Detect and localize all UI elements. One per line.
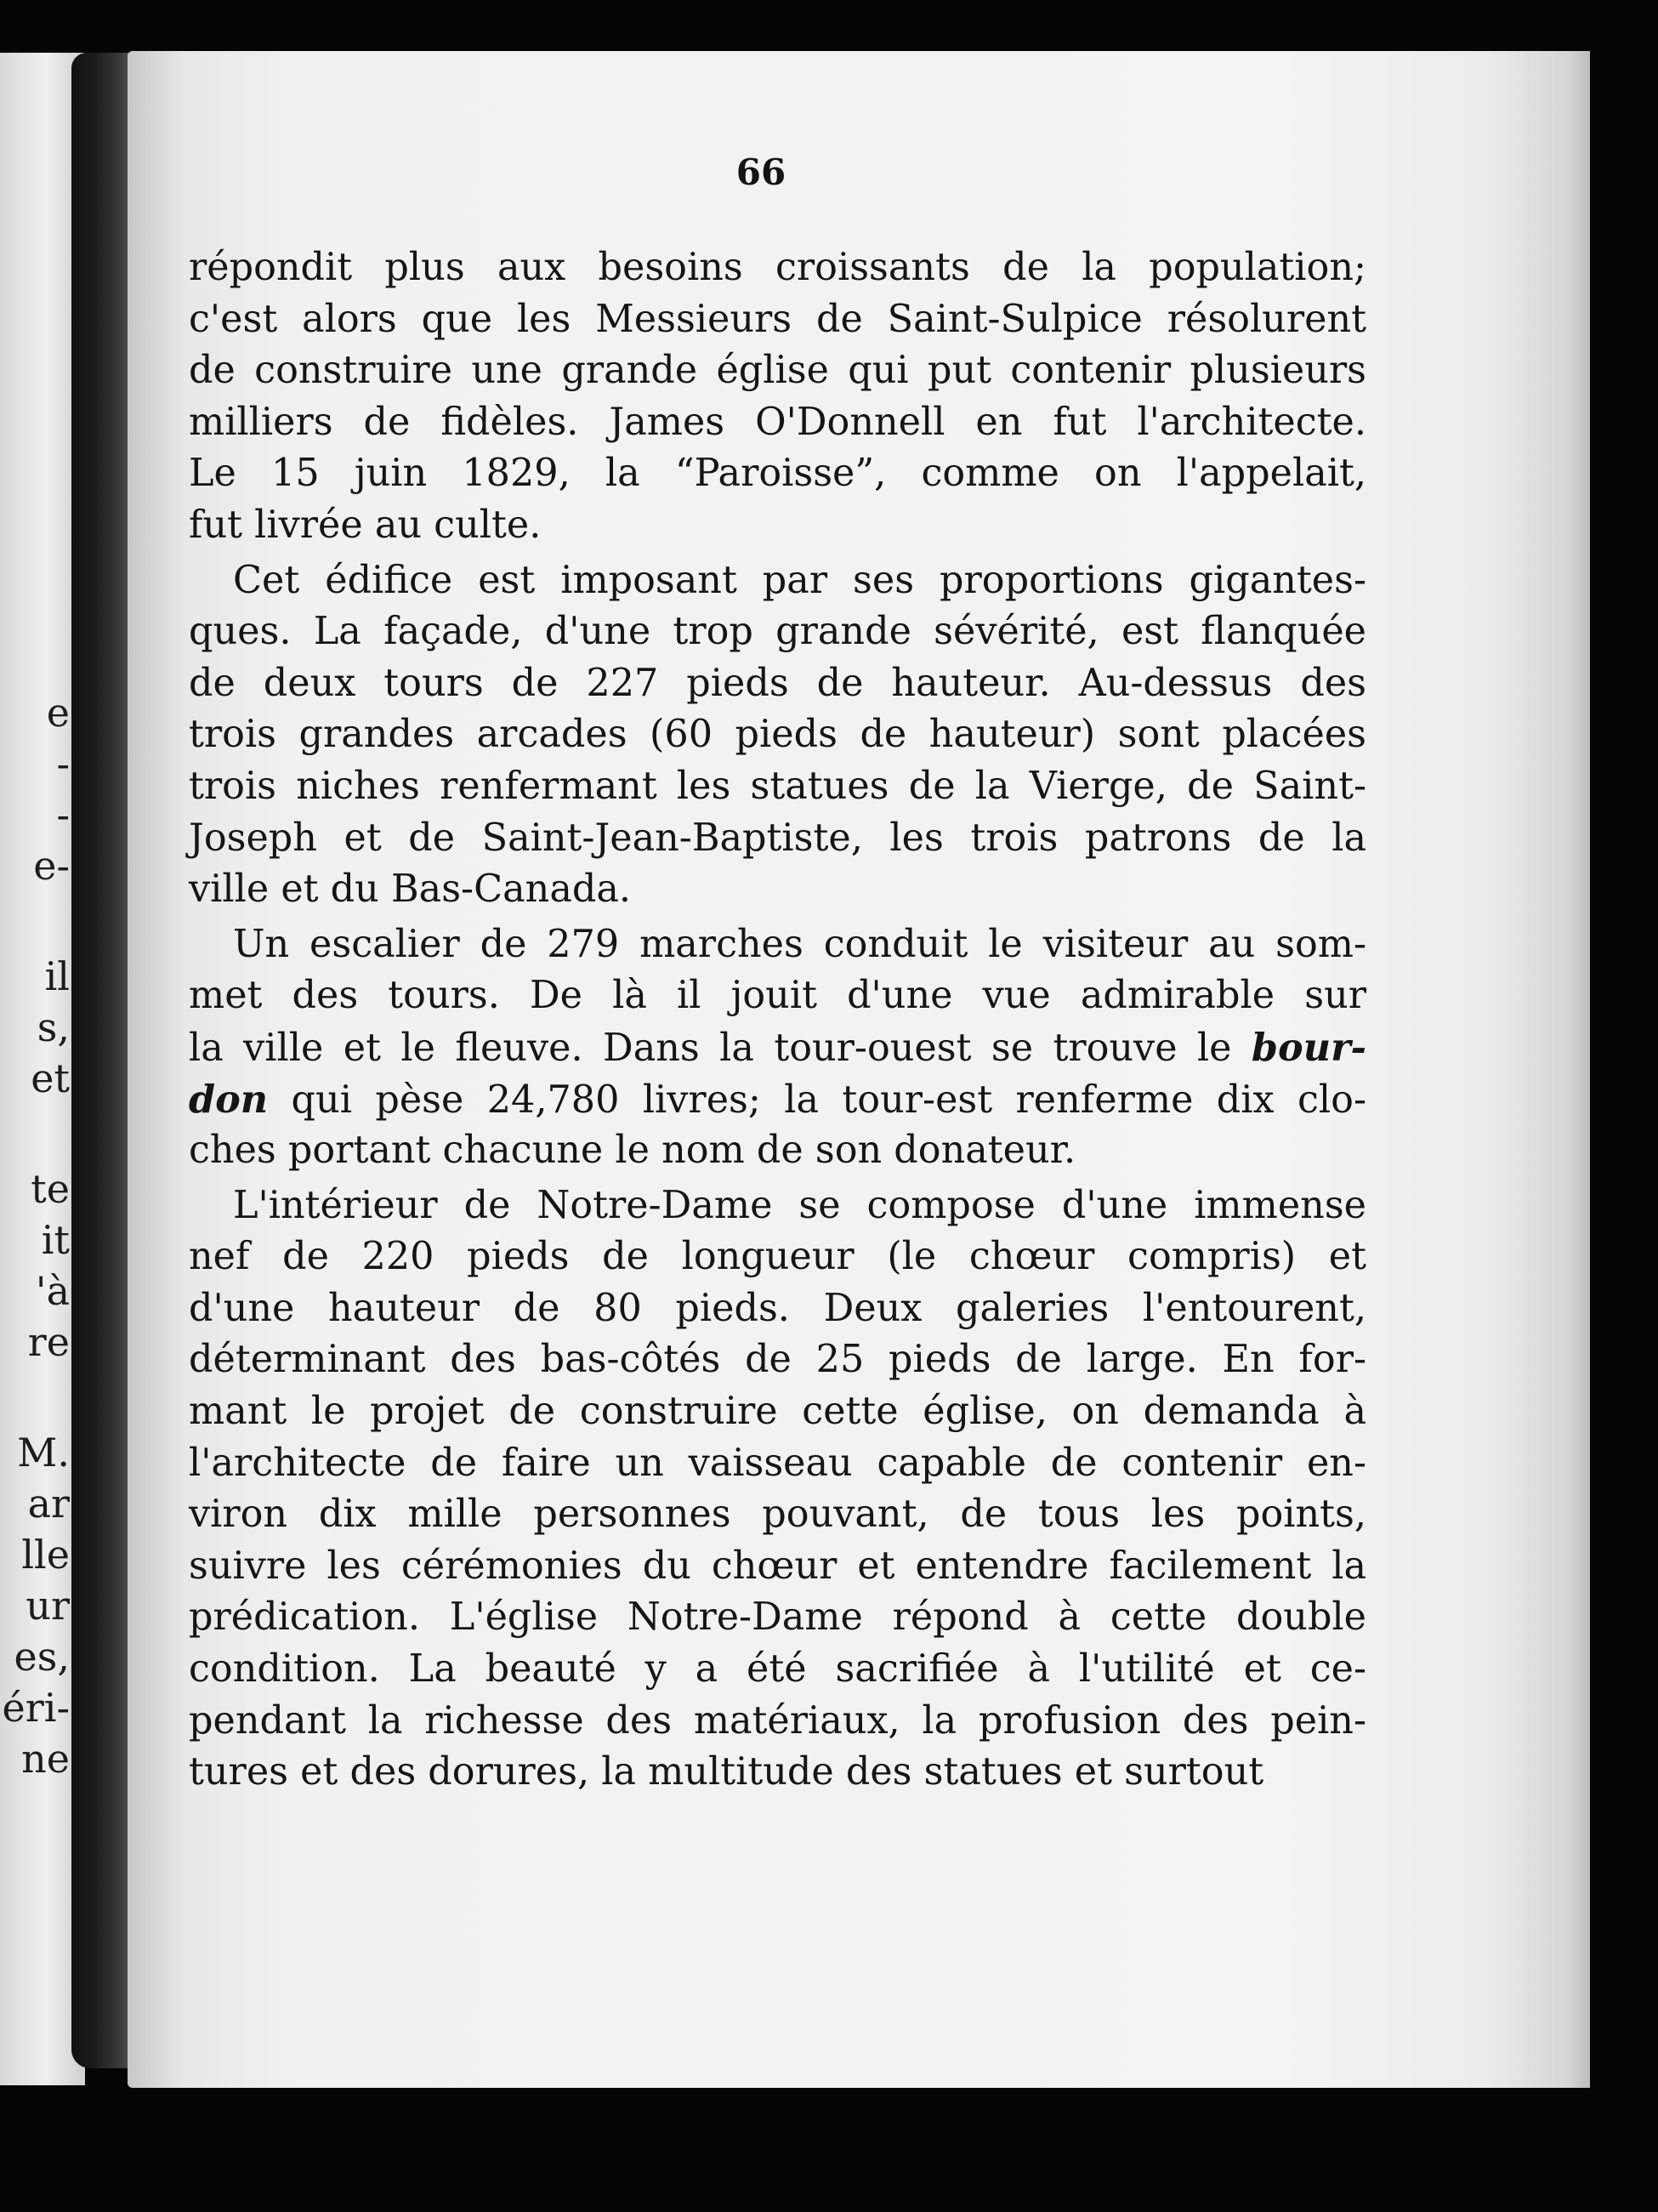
text-line: trois niches renfermant les statues de la Vierge, de Saint- (189, 764, 1366, 808)
facing-page-fragment: éri- (2, 1685, 70, 1731)
text-line: don qui pèse 24,780 livres; la tour-est renferme dix clo- (189, 1077, 1366, 1122)
facing-page-fragment: e (46, 690, 70, 736)
text-line: de deux tours de 227 pieds de hauteur. Au-dessus des (189, 661, 1366, 705)
facing-page-fragment: - (56, 792, 70, 838)
facing-page-fragment: it (41, 1217, 70, 1263)
facing-page-fragment: te (31, 1166, 70, 1212)
text-line: de construire une grande église qui put contenir plusieurs (189, 349, 1366, 393)
facing-page-fragment: ne (21, 1736, 70, 1782)
page-body-text (189, 242, 1366, 1799)
text-line: L'intérieur de Notre-Dame se compose d'une immense (233, 1183, 1366, 1227)
text-line: l'architecte de faire un vaisseau capable de contenir en- (189, 1441, 1366, 1485)
italic-word: don (189, 1077, 269, 1122)
text-line: Cet édifice est imposant par ses proportions gigantes- (233, 558, 1366, 602)
italic-word: bour- (1251, 1025, 1366, 1070)
text-line: Le 15 juin 1829, la “Paroisse”, comme on l'appelait, (189, 452, 1366, 496)
text-line: ques. La façade, d'une trop grande sévérité, est flanquée (189, 610, 1366, 654)
facing-page-fragment: re (27, 1319, 70, 1365)
facing-page-fragment: et (31, 1055, 70, 1101)
text-line: trois grandes arcades (60 pieds de hauteur) sont placées (189, 713, 1366, 757)
text-line: mant le projet de construire cette église, on demanda à (189, 1390, 1366, 1434)
page-number: 66 (735, 151, 786, 193)
paragraph (189, 242, 1366, 552)
text-line: déterminant des bas-côtés de 25 pieds de large. En for- (189, 1338, 1366, 1382)
page-right-edge (1564, 51, 1590, 2088)
facing-page-fragment: - (56, 741, 70, 787)
text-line: Joseph et de Saint-Jean-Baptiste, les trois patrons de la (189, 816, 1366, 860)
text-line: prédication. L'église Notre-Dame répond à cette double (189, 1595, 1366, 1640)
text-line: met des tours. De là il jouit d'une vue admirable sur (189, 974, 1366, 1018)
text-line: c'est alors que les Messieurs de Saint-Sulpice résolurent (189, 297, 1366, 341)
facing-page-fragment: e- (33, 843, 70, 889)
text-line: la ville et le fleuve. Dans la tour-ouest se trouve le bour- (189, 1025, 1366, 1070)
text-line: viron dix mille personnes pouvant, de tous les points, (189, 1493, 1366, 1537)
text-line: tures et des dorures, la multitude des statues et surtout (189, 1750, 1264, 1794)
facing-page-fragment: s, (37, 1004, 70, 1050)
paragraph (189, 919, 1366, 1177)
text-line: Un escalier de 279 marches conduit le visiteur au som- (233, 922, 1366, 966)
text-line: condition. La beauté y a été sacrifiée à l'utilité et ce- (189, 1647, 1366, 1692)
text-line: milliers de fidèles. James O'Donnell en fut l'architecte. (189, 400, 1366, 444)
facing-page-fragment: ar (27, 1481, 70, 1527)
text-line: suivre les cérémonies du chœur et entendre facilement la (189, 1544, 1366, 1588)
facing-page-fragment: es, (14, 1634, 70, 1680)
facing-page-fragment: 'à (35, 1268, 70, 1314)
facing-page-fragment: ur (26, 1583, 70, 1629)
facing-page-fragment: M. (17, 1430, 70, 1476)
facing-page-fragment: il (44, 953, 70, 999)
paragraph (189, 1180, 1366, 1799)
text-line: fut livrée au culte. (189, 503, 542, 547)
text-line: d'une hauteur de 80 pieds. Deux galeries l'entourent, (189, 1286, 1366, 1330)
paragraph (189, 555, 1366, 916)
text-line: ville et du Bas-Canada. (189, 867, 632, 912)
text-line: pendant la richesse des matériaux, la profusion des pein- (189, 1698, 1366, 1743)
facing-page-fragment: lle (21, 1532, 70, 1578)
text-line: ches portant chacune le nom de son donateur. (189, 1129, 1076, 1173)
text-line: nef de 220 pieds de longueur (le chœur compris) et (189, 1235, 1366, 1279)
text-line: répondit plus aux besoins croissants de la population; (189, 246, 1366, 289)
